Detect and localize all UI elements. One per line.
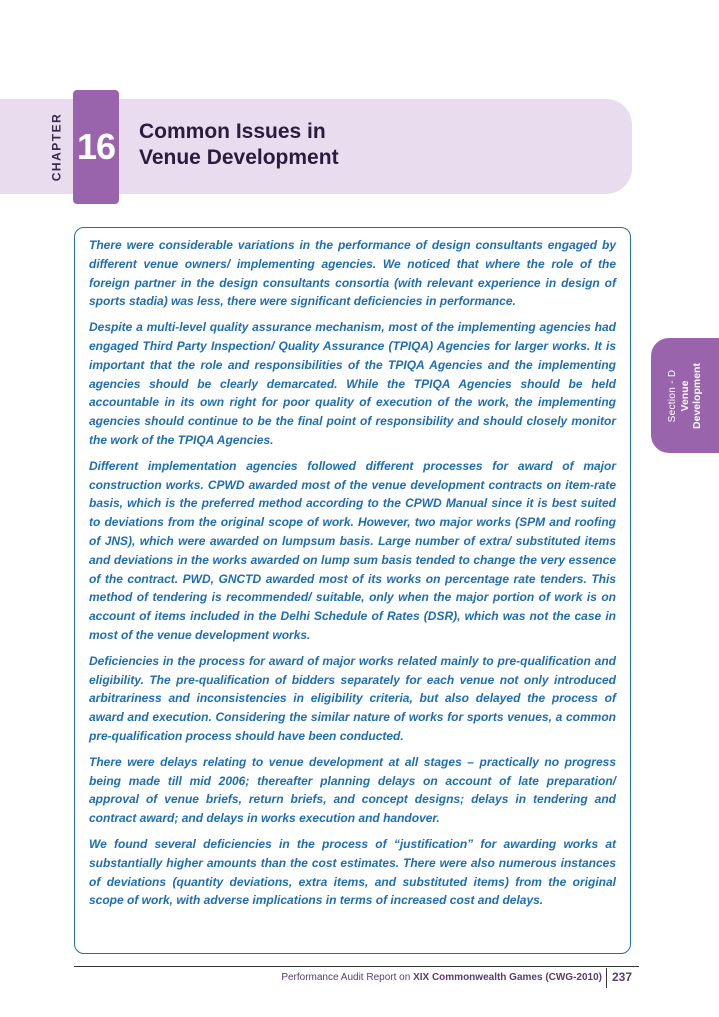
- chapter-title-line2: Venue Development: [139, 146, 339, 169]
- footer-report-prefix: Performance Audit Report on: [281, 972, 414, 983]
- side-tab-section: Section - D: [667, 369, 678, 422]
- summary-paragraph: There were considerable variations in the performance of design consultants engaged by different venue owners/ implementing agencies. We noticed that where the role of the foreign partner in the design consultants consortia (with relevant experience in design of sports stadia) was less, there were significant deficiencies in performance.: [89, 238, 616, 309]
- summary-paragraph: Different implementation agencies followed different processes for award of major construction works. CPWD awarded most of the venue development contracts on item-rate basis, which is the preferred method according to the CPWD Manual since it is best suited to deviations from the original scope of work. However, two major works (SPM and roofing of JNS), which were awarded on lumpsum basis. Large number of extra/ substituted items and deviations in the works awarded on lump sum basis tended to change the very essence of the contract. PWD, GNCTD awarded most of its works on percentage rate tenders. This method of tendering is recommended/ suitable, only when the major portion of work is on account of items included in the Delhi Schedule of Rates (DSR), which was not the case in most of the venue development works.: [89, 458, 616, 642]
- chapter-title-line1: Common Issues in: [139, 120, 326, 143]
- summary-paragraph: Deficiencies in the process for award of major works related mainly to pre-qualification and eligibility. The pre-qualification of bidders separately for each venue not only introduced arbitrariness and inconsistencies in eligibility criteria, but also delayed the process of award and execution. Considering the similar nature of works for sports venues, a common pre-qualification process should have been conducted.: [89, 653, 616, 743]
- footer-report-bold: XIX Commonwealth Games (CWG-2010): [413, 972, 602, 983]
- footer-report-title: [240, 972, 602, 983]
- page-number: 237: [612, 970, 633, 984]
- section-side-tab: [651, 338, 719, 453]
- summary-paragraph: There were delays relating to venue development at all stages – practically no progress being made till mid 2006; thereafter planning delays on account of late preparation/ approval of venue briefs, return briefs, and concept designs; delays in tendering and contract award; and delays in works execution and handover.: [89, 754, 616, 826]
- footer-separator: [606, 968, 607, 988]
- chapter-label: [38, 99, 74, 194]
- footer-rule: [74, 966, 639, 967]
- summary-text: [89, 236, 616, 917]
- chapter-number-box: [73, 90, 119, 204]
- side-tab-name-line2: Development: [691, 362, 703, 429]
- summary-paragraph: We found several deficiencies in the process of “justification” for awarding works at substantially higher amounts than the cost estimates. There were also numerous instances of deviations (quantity deviations, extra items, and substituted items) from the original scope of work, with adverse implications in terms of increased cost and delays.: [89, 836, 616, 908]
- chapter-title: [139, 119, 599, 171]
- summary-paragraph: Despite a multi-level quality assurance mechanism, most of the implementing agencies had engaged Third Party Inspection/ Quality Assurance (TPIQA) Agencies for larger works. It is important that the role and responsibilities of the TPIQA Agencies and the implementing agencies should be clearly demarcated. While the TPIQA Agencies should be held accountable in its own right for poor quality of execution of the work, the implementing agencies should continue to be the final point of responsibility and should closely monitor the work of the TPIQA Agencies.: [89, 320, 616, 447]
- chapter-number: 16: [76, 126, 116, 167]
- chapter-label-text: CHAPTER: [49, 112, 64, 181]
- side-tab-name-line1: Venue: [679, 380, 691, 411]
